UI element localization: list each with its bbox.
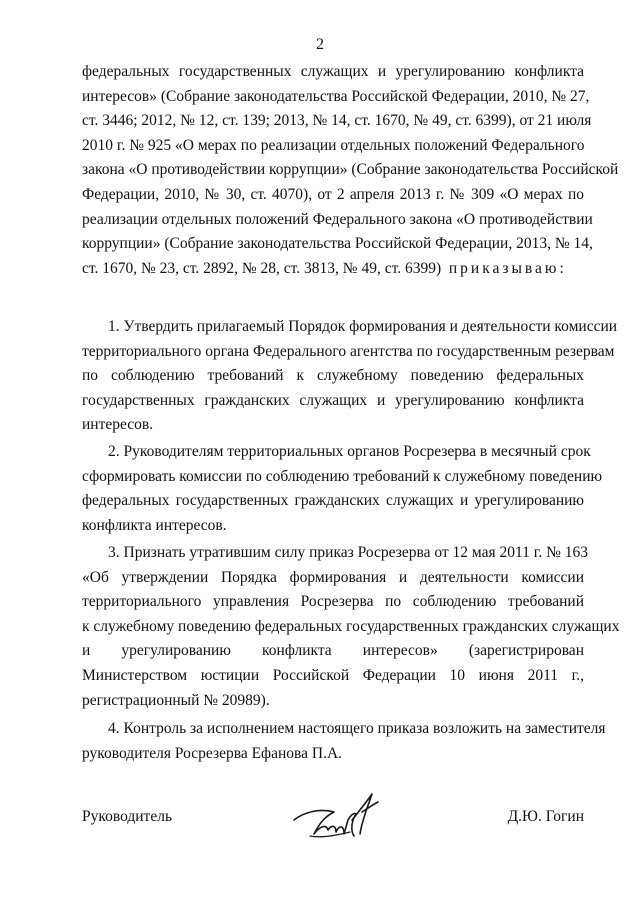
- page-number: 2: [316, 36, 324, 53]
- text-line: территориального органа Федерального агентства по государственным резервам: [82, 342, 615, 360]
- text-line: 3. Признать утратившим силу приказ Росрезерва от 12 мая 2011 г. № 163: [108, 544, 589, 561]
- text-line: «Об утверждении Порядка формирования и деятельности комиссии: [82, 568, 584, 586]
- text-line: территориального управления Росрезерва по соблюдению требований: [82, 593, 584, 611]
- text-line: коррупции» (Собрание законодательства Российской Федерации, 2013, № 14,: [82, 235, 593, 253]
- text-line: ст. 3446; 2012, № 12, ст. 139; 2013, № 14, ст. 1670, № 49, ст. 6399), от 21 июля: [82, 112, 592, 130]
- item-4-paragraph: [82, 717, 606, 766]
- text-line: и урегулированию конфликта интересов» (зарегистрирован: [82, 642, 584, 660]
- preamble-last-line: ст. 1670, № 23, ст. 2892, № 28, ст. 3813, № 49, ст. 6399): [82, 259, 442, 277]
- item-2-paragraph: [82, 440, 603, 538]
- text-line: к служебному поведению федеральных государственных гражданских служащих: [82, 617, 620, 635]
- text-line: сформировать комиссии по соблюдению требований к служебному поведению: [82, 467, 603, 485]
- text-line: 4. Контроль за исполнением настоящего приказа возложить на заместителя: [108, 720, 606, 737]
- item-3-paragraph: [82, 541, 620, 713]
- text-line: интересов» (Собрание законодательства Российской Федерации, 2010, № 27,: [82, 87, 590, 105]
- item-1-paragraph: [82, 315, 618, 438]
- text-line: федеральных государственных гражданских служащих и урегулированию: [82, 492, 584, 510]
- handwritten-signature: [290, 790, 380, 846]
- text-line: Министерством юстиции Российской Федерации 10 июня 2011 г.,: [82, 666, 584, 684]
- text-line: регистрационный № 20989).: [82, 691, 270, 709]
- preamble-paragraph: [82, 60, 619, 281]
- text-line: Федерации, 2010, № 30, ст. 4070), от 2 апреля 2013 г. № 309 «О мерах по: [82, 185, 584, 203]
- text-line: интересов.: [82, 416, 154, 434]
- signatory-name: Д.Ю. Гогин: [507, 808, 584, 825]
- text-line: по соблюдению требований к служебному поведению федеральных: [82, 367, 584, 385]
- text-line: реализации отдельных положений Федерального закона «О противодействии: [82, 210, 593, 228]
- text-line: государственных гражданских служащих и урегулированию конфликта: [82, 391, 584, 409]
- text-line: руководителя Росрезерва Ефанова П.А.: [82, 744, 343, 762]
- text-line: 1. Утвердить прилагаемый Порядок формирования и деятельности комиссии: [108, 318, 618, 335]
- text-line: федеральных государственных служащих и урегулированию конфликта: [82, 63, 584, 80]
- order-word: приказываю:: [448, 259, 567, 277]
- signature-block: [82, 790, 584, 850]
- text-line: закона «О противодействии коррупции» (Собрание законодательства Российской: [82, 161, 619, 179]
- text-line-final: [82, 257, 584, 282]
- signatory-title: Руководитель: [82, 808, 173, 825]
- text-line: 2010 г. № 925 «О мерах по реализации отдельных положений Федерального: [82, 136, 585, 154]
- text-line: 2. Руководителям территориальных органов Росрезерва в месячный срок: [108, 443, 591, 460]
- text-line: конфликта интересов.: [82, 516, 227, 534]
